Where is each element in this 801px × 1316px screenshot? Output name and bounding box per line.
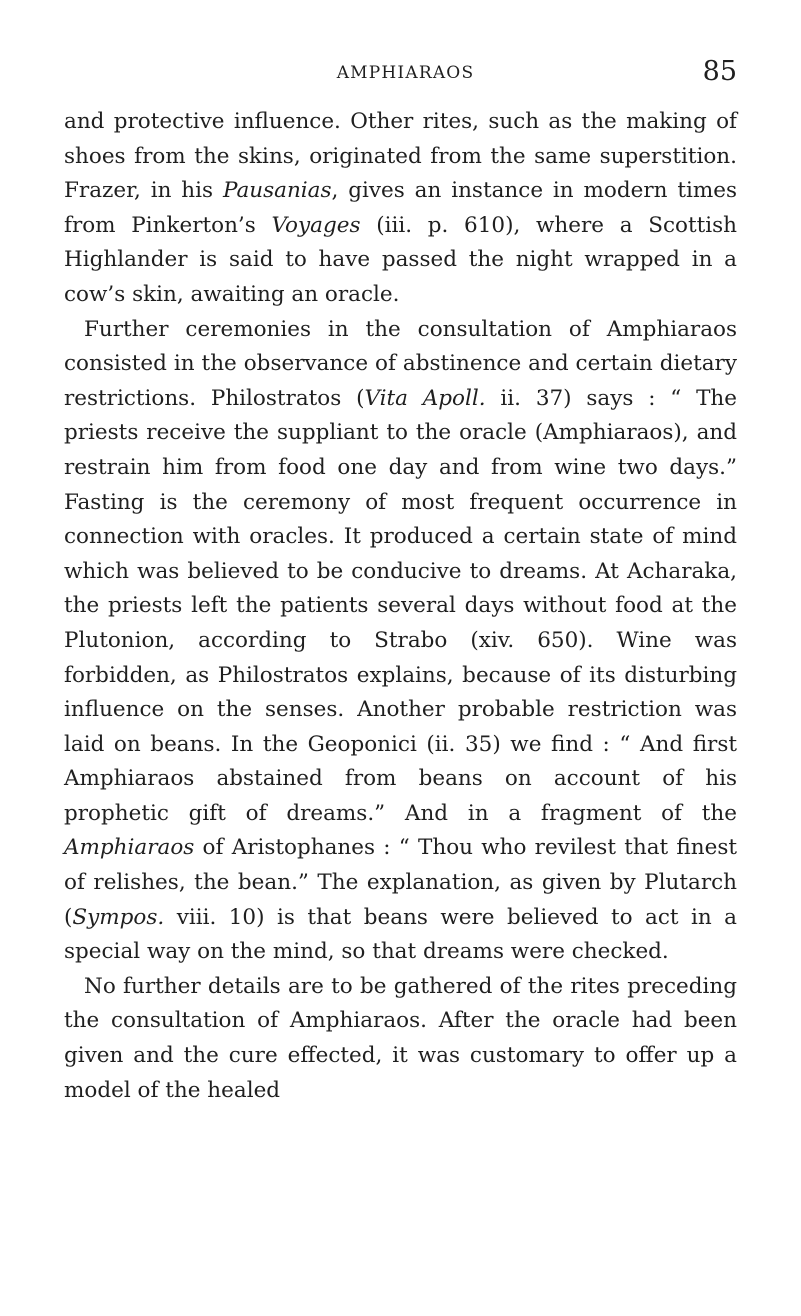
text-run: viii. 10) is that beans were believed to act in a special way on the mind, so that dreams were checked. <box>64 904 737 965</box>
italic-title-sympos: Sympos. <box>72 904 165 930</box>
paragraph-1 <box>64 105 737 313</box>
italic-title-amphiaraos: Amphiaraos <box>64 835 195 861</box>
running-head <box>74 58 737 88</box>
text-run: ii. 37) says : “ The priests receive the suppliant to the oracle (Amphiaraos), and restrain him from food one day and from wine two days.” Fasting is the ceremony of most frequent occurrence in connection with oracles. It produced a certain state of mind which was believed to be conducive to dreams. At Acharaka, the priests left the patients several days without food at the Plutonion, according to Strabo (xiv. 650). Wine was forbidden, as Philostratos explains, because of its disturbing influence on the senses. Another probable restriction was laid on beans. In the Geoponici (ii. 35) we find : “ And first Amphiaraos abstained from beans on account of his prophetic gift of dreams.” And in a fragment of the <box>64 385 738 826</box>
running-title: AMPHIARAOS <box>336 63 475 83</box>
text-run: (iii. p. 610), where a Scottish Highlander is said to have passed the night wrapped in a cow’s skin, awaiting an oracle. <box>64 212 737 307</box>
text-run: Further ceremonies in the consultation of Amphiaraos consisted in the observance of abstinence and certain dietary restrictions. Philostratos ( <box>64 316 737 411</box>
text-run: No further details are to be gathered of the rites preceding the consultation of Amphiaraos. After the oracle had been given and the cure effected, it was customary to offer up a model of the healed <box>64 973 737 1103</box>
italic-title-voyages: Voyages <box>271 212 361 238</box>
italic-title-pausanias: Pausanias <box>222 178 332 204</box>
text-run: of Aristophanes : “ Thou who revilest that finest of relishes, the bean.” The explanation, as given by Plutarch ( <box>64 835 737 930</box>
paragraph-3 <box>64 970 737 1108</box>
paragraph-2 <box>64 313 737 970</box>
text-run: , gives an instance in modern times from Pinkerton’s <box>64 178 738 238</box>
text-body <box>64 105 737 1108</box>
italic-title-vita-apoll: Vita Apoll. <box>364 385 486 411</box>
text-run: and protective influence. Other rites, such as the making of shoes from the skins, originated from the same superstition. Frazer, in his <box>64 109 737 204</box>
page-number: 85 <box>702 56 737 87</box>
